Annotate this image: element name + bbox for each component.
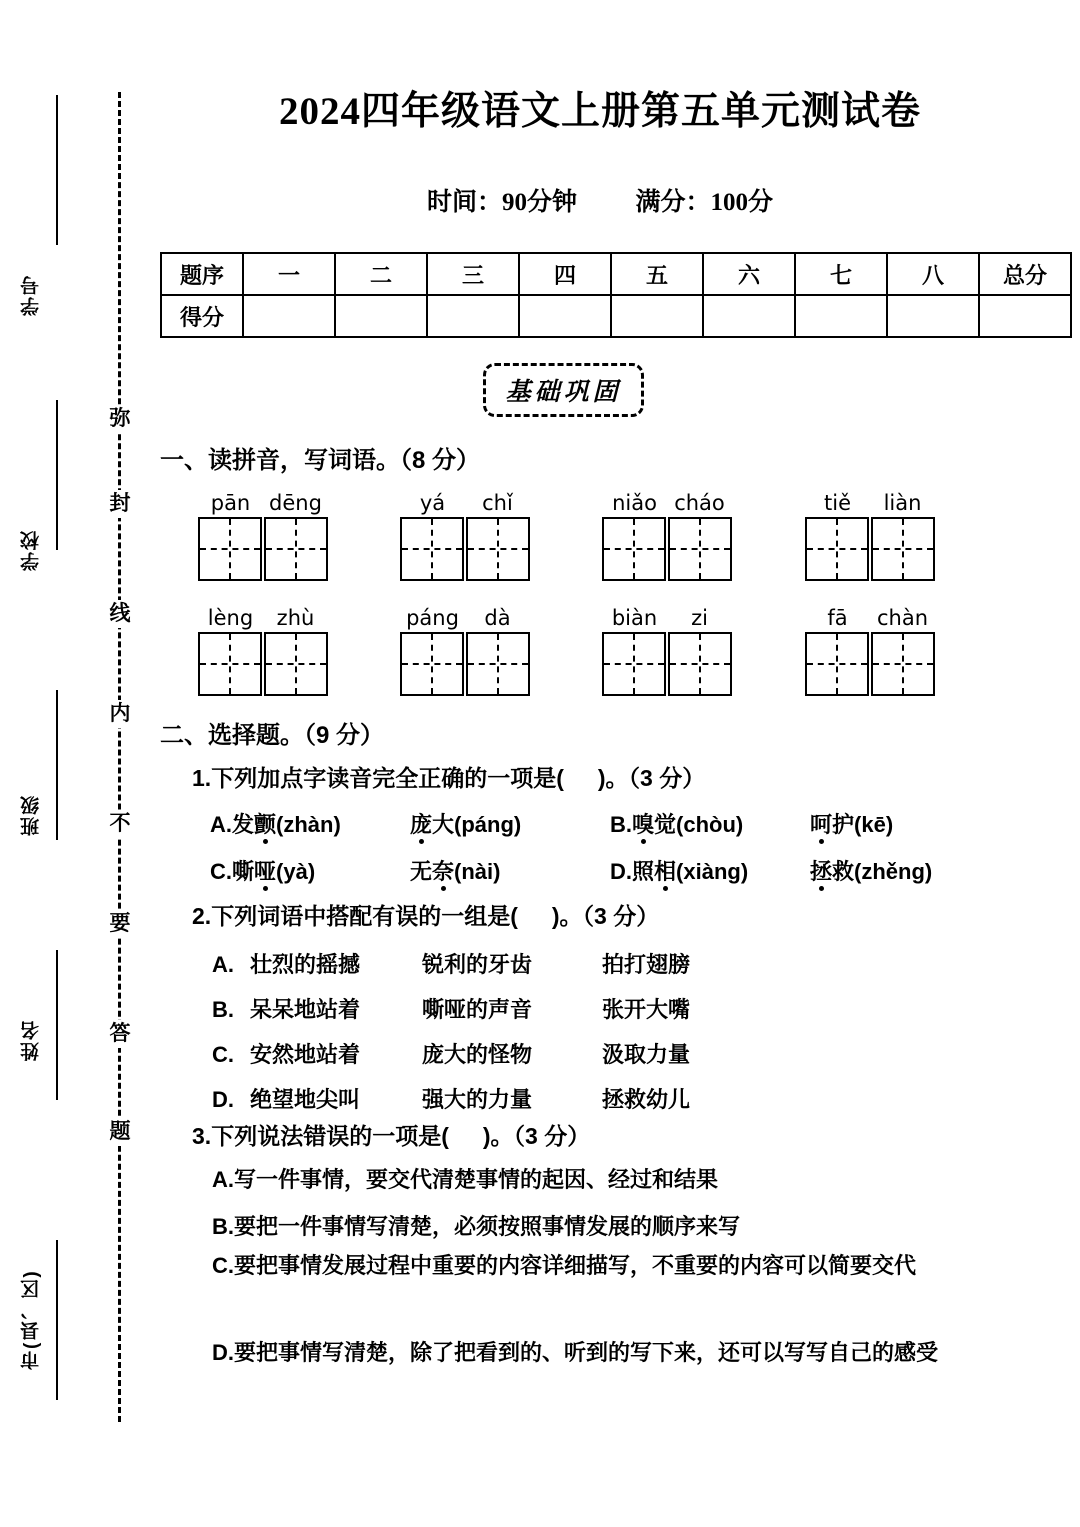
pinyin-syllable: niǎo — [612, 491, 657, 515]
seal-field-name: 姓名 — [21, 1019, 42, 1061]
pinyin-group-2 — [400, 490, 530, 581]
question-2-option-c-col-3: 汲取力量 — [602, 1042, 691, 1067]
score-table-col-7: 七 — [795, 253, 887, 295]
tianzige-cell[interactable] — [668, 632, 732, 696]
question-3-stem — [192, 1118, 590, 1151]
pinyin-label-2 — [400, 490, 530, 517]
option-a-post: (zhàn) — [276, 812, 341, 837]
tianzige-cell[interactable] — [466, 632, 530, 696]
score-cell-7[interactable] — [795, 295, 887, 337]
score-table-col-5: 五 — [611, 253, 703, 295]
question-2-option-c[interactable] — [212, 1038, 690, 1069]
pinyin-syllable: zi — [691, 606, 708, 630]
exam-paper — [150, 0, 1080, 1527]
option-a[interactable] — [210, 808, 410, 839]
tianzige-cell[interactable] — [871, 517, 935, 581]
pinyin-label-1 — [198, 490, 328, 517]
option-c-post: (yà) — [276, 859, 316, 884]
question-3-option-b-label: B. — [212, 1214, 234, 1239]
score-table-col-6: 六 — [703, 253, 795, 295]
score-cell-2[interactable] — [335, 295, 427, 337]
pinyin-group-6 — [400, 605, 530, 696]
tianzige-cell[interactable] — [264, 632, 328, 696]
section-badge-basics: 基础巩固 — [483, 363, 644, 417]
option-d[interactable] — [610, 855, 810, 886]
tianzige-cell[interactable] — [602, 517, 666, 581]
option-c-label: C. — [210, 859, 232, 884]
pinyin-label-6 — [400, 605, 530, 632]
pinyin-label-5 — [198, 605, 328, 632]
option-b-dotted-char: 嗅 — [632, 812, 655, 837]
score-table-col-8: 八 — [887, 253, 979, 295]
option-a-second-dotted-char: 庞 — [410, 812, 433, 837]
sealing-margin — [0, 0, 150, 1527]
section-heading-two: 二、选择题。（9 分） — [160, 722, 385, 749]
exam-time-label: 时间：90分钟 — [426, 189, 577, 216]
question-2-option-a-label: A. — [212, 952, 234, 977]
option-b-label: B. — [610, 812, 632, 837]
pinyin-syllable: liàn — [883, 491, 922, 515]
question-2-stem-text: 下列词语中搭配有误的一组是( — [211, 903, 518, 929]
table-row-question-index — [161, 253, 1071, 295]
question-2-option-c-label: C. — [212, 1042, 234, 1067]
question-2-option-d-col-3: 拯救幼儿 — [602, 1087, 691, 1112]
question-3-option-a-label: A. — [212, 1167, 234, 1192]
pinyin-syllable: lèng — [207, 606, 254, 630]
tianzige-cell[interactable] — [668, 517, 732, 581]
option-c-second-post: (nài) — [454, 859, 501, 884]
pinyin-syllable: fā — [827, 606, 848, 630]
seal-phrase-char-5: 要 — [103, 910, 137, 938]
seal-field-student-id: 学号 — [21, 274, 42, 316]
tianzige-cell[interactable] — [805, 632, 869, 696]
option-a-label: A. — [210, 812, 232, 837]
tianzige-cell[interactable] — [198, 517, 262, 581]
page-title: 2024四年级语文上册第五单元测试卷 — [278, 90, 921, 133]
pinyin-group-8 — [805, 605, 935, 696]
pinyin-label-7 — [602, 605, 732, 632]
question-2-option-a-col-2: 锐利的牙齿 — [422, 952, 533, 977]
score-cell-5[interactable] — [611, 295, 703, 337]
question-2-option-b-col-1: 呆呆地站着 — [250, 997, 361, 1022]
score-cell-8[interactable] — [887, 295, 979, 337]
question-3-option-a-text: 写一件事情，要交代清楚事情的起因、经过和结果 — [234, 1167, 719, 1192]
seal-phrase-char-6: 答 — [103, 1020, 137, 1048]
tianzige-row[interactable] — [805, 517, 935, 581]
seal-phrase-char-1: 封 — [103, 490, 137, 518]
question-2-option-b[interactable] — [212, 993, 690, 1024]
pinyin-syllable: biàn — [611, 606, 658, 630]
option-d-second-post: 救(zhěng) — [832, 859, 933, 884]
score-table-col-1: 一 — [243, 253, 335, 295]
pinyin-group-7 — [602, 605, 732, 696]
question-1-stem-text: 下列加点字读音完全正确的一项是( — [211, 765, 564, 791]
option-c-dotted-char: 哑 — [254, 859, 277, 884]
question-3-option-b[interactable] — [212, 1210, 740, 1241]
option-d-second[interactable] — [810, 855, 932, 886]
score-cell-total[interactable] — [979, 295, 1071, 337]
pinyin-group-5 — [198, 605, 328, 696]
tianzige-cell[interactable] — [805, 517, 869, 581]
pinyin-label-3 — [602, 490, 732, 517]
exam-meta-line — [150, 182, 1050, 218]
question-3-stem-text: 下列说法错误的一项是( — [211, 1123, 449, 1149]
question-3-option-d[interactable] — [212, 1332, 1050, 1374]
option-d-label: D. — [610, 859, 632, 884]
seal-phrase-char-3: 内 — [103, 700, 137, 728]
seal-phrase-char-7: 题 — [103, 1118, 137, 1146]
tianzige-cell[interactable] — [466, 517, 530, 581]
question-2-option-b-col-3: 张开大嘴 — [602, 997, 691, 1022]
seal-phrase-char-4: 不 — [103, 810, 137, 838]
question-3-stem-suffix: )。（3 分） — [482, 1123, 591, 1149]
score-table-col-3: 三 — [427, 253, 519, 295]
score-cell-1[interactable] — [243, 295, 335, 337]
option-a-second-post: 大(páng) — [432, 812, 522, 837]
option-b[interactable] — [610, 808, 810, 839]
score-table-col-total: 总分 — [979, 253, 1071, 295]
option-d-dotted-char: 相 — [654, 859, 677, 884]
question-2-option-d-col-1: 绝望地尖叫 — [250, 1087, 361, 1112]
pinyin-syllable: yá — [419, 491, 446, 515]
table-row-score — [161, 295, 1071, 337]
question-3-option-c-text: 要把事情发展过程中重要的内容详细描写，不重要的内容可以简要交代 — [234, 1253, 917, 1278]
pinyin-label-4 — [805, 490, 935, 517]
pinyin-syllable: pān — [210, 491, 251, 515]
tianzige-cell[interactable] — [264, 517, 328, 581]
option-c-pre: 嘶 — [232, 859, 255, 884]
option-b-second[interactable] — [810, 808, 893, 839]
tianzige-row[interactable] — [805, 632, 935, 696]
question-2-option-c-col-1: 安然地站着 — [250, 1042, 361, 1067]
option-c-second-dotted-char: 奈 — [432, 859, 455, 884]
option-b-second-dotted-char: 呵 — [810, 812, 833, 837]
option-c-second-pre: 无 — [410, 859, 433, 884]
question-2-option-d-label: D. — [212, 1087, 234, 1112]
question-2-option-b-label: B. — [212, 997, 234, 1022]
question-3-number: 3. — [192, 1123, 212, 1149]
question-3-option-d-label: D. — [212, 1340, 234, 1365]
question-1-row-ab — [210, 808, 893, 839]
question-2-option-d[interactable] — [212, 1083, 690, 1114]
question-2-stem-suffix: )。（3 分） — [551, 903, 660, 929]
pinyin-group-1 — [198, 490, 328, 581]
option-d-second-dotted-char: 拯 — [810, 859, 833, 884]
question-2-option-a-col-1: 壮烈的摇撼 — [250, 952, 361, 977]
score-cell-4[interactable] — [519, 295, 611, 337]
question-3-option-c-label: C. — [212, 1253, 234, 1278]
pinyin-label-8 — [805, 605, 935, 632]
exam-total-label: 满分：100分 — [635, 189, 774, 216]
tianzige-row[interactable] — [198, 632, 328, 696]
seal-phrase-char-2: 线 — [103, 600, 137, 628]
question-3-option-b-text: 要把一件事情写清楚，必须按照事情发展的顺序来写 — [234, 1214, 741, 1239]
option-c[interactable] — [210, 855, 410, 886]
tianzige-cell[interactable] — [400, 632, 464, 696]
tianzige-cell[interactable] — [400, 517, 464, 581]
tianzige-row[interactable] — [602, 517, 732, 581]
pinyin-syllable: cháo — [674, 491, 725, 515]
pinyin-group-4 — [805, 490, 935, 581]
question-1-stem — [192, 760, 705, 793]
pinyin-group-3 — [602, 490, 732, 581]
question-2-option-a[interactable] — [212, 948, 690, 979]
option-a-second[interactable] — [410, 808, 610, 839]
tianzige-cell[interactable] — [871, 632, 935, 696]
question-2-option-c-col-2: 庞大的怪物 — [422, 1042, 533, 1067]
option-a-pre: 发 — [232, 812, 255, 837]
tianzige-row[interactable] — [602, 632, 732, 696]
tianzige-row[interactable] — [198, 517, 328, 581]
question-2-option-b-col-2: 嘶哑的声音 — [422, 997, 533, 1022]
question-3-option-a[interactable] — [212, 1163, 718, 1194]
pinyin-syllable: chǐ — [482, 491, 513, 515]
pinyin-syllable: chàn — [876, 606, 929, 630]
tianzige-cell[interactable] — [198, 632, 262, 696]
option-b-post: 觉(chòu) — [654, 812, 744, 837]
question-2-number: 2. — [192, 903, 212, 929]
score-table-row-header-1: 得分 — [161, 295, 243, 337]
sealing-dash-line — [118, 92, 121, 1422]
option-c-second[interactable] — [410, 855, 610, 886]
question-3-option-d-text: 要把事情写清楚，除了把看到的、听到的写下来，还可以写写自己的感受 — [234, 1340, 939, 1365]
pinyin-syllable: tiě — [824, 491, 851, 515]
score-table — [160, 252, 1072, 338]
pinyin-syllable: zhù — [276, 606, 315, 630]
option-d-pre: 照 — [632, 859, 655, 884]
pinyin-syllable: dà — [484, 606, 511, 630]
pinyin-syllable: dēng — [269, 491, 322, 515]
option-b-second-post: 护(kē) — [832, 812, 894, 837]
score-cell-3[interactable] — [427, 295, 519, 337]
seal-field-school: 学校 — [21, 529, 42, 571]
tianzige-row[interactable] — [400, 517, 530, 581]
score-table-row-header-0: 题序 — [161, 253, 243, 295]
question-3-option-c[interactable] — [212, 1245, 1050, 1287]
question-2-stem — [192, 898, 659, 931]
question-1-stem-suffix: )。（3 分） — [597, 765, 706, 791]
question-2-option-a-col-3: 拍打翅膀 — [602, 952, 691, 977]
seal-phrase-char-0: 弥 — [103, 405, 137, 433]
section-heading-one: 一、读拼音，写词语。（8 分） — [160, 447, 481, 474]
pinyin-syllable: páng — [406, 606, 459, 630]
tianzige-cell[interactable] — [602, 632, 666, 696]
question-2-option-d-col-2: 强大的力量 — [422, 1087, 533, 1112]
seal-rule-0 — [56, 95, 58, 245]
question-1-row-cd — [210, 855, 932, 886]
score-table-col-2: 二 — [335, 253, 427, 295]
tianzige-row[interactable] — [400, 632, 530, 696]
seal-field-class: 班级 — [21, 794, 42, 836]
score-cell-6[interactable] — [703, 295, 795, 337]
seal-field-city: 市(县、区) — [21, 1269, 42, 1371]
score-table-col-4: 四 — [519, 253, 611, 295]
option-a-dotted-char: 颤 — [254, 812, 277, 837]
question-1-number: 1. — [192, 765, 212, 791]
option-d-post: (xiàng) — [676, 859, 749, 884]
